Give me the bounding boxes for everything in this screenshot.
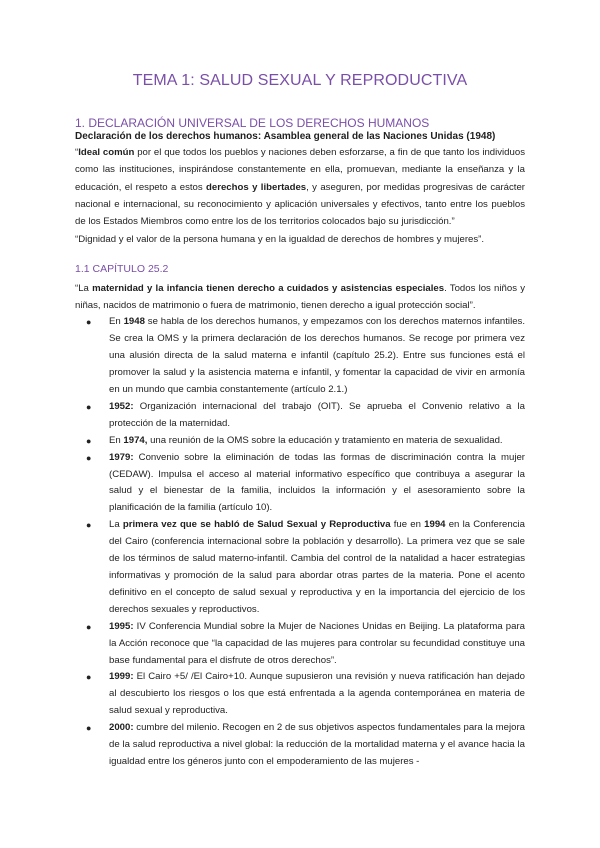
list-item: ● En 1948 se habla de los derechos humanos, y empezamos con los derechos maternos infantiles. Se crea la OMS y la primera declaración de los derechos humanos. Se recoge por primera vez una alusión directa de la salud materna e infantil (capítulo 25.2). Entre sus funciones está el promover la salud y la asistencia materna e infantil, y fomentar la capacidad de vivir en armonía en un mundo que cambia constantemente (artículo 2.1.) xyxy=(86,316,525,395)
list-item: ● 2000: cumbre del milenio. Recogen en 2 de sus objetivos aspectos fundamentales para la mejora de la salud reproductiva a nivel global: la reducción de la mortalidad materna y el avance hacia la igualdad entre los géneros junto con el empoderamiento de las mujeres - xyxy=(86,722,525,767)
section-1-heading: 1. DECLARACIÓN UNIVERSAL DE LOS DERECHOS HUMANOS xyxy=(75,116,430,130)
section-2-intro: “La maternidad y la infancia tienen derecho a cuidados y asistencias especiales. Todos los niños y niñas, nacidos de matrimonio o fuera de matrimonio, tienen derecho a igual protección social”. xyxy=(75,282,525,312)
bullet-icon: ● xyxy=(86,452,92,463)
section-1-subheading: Declaración de los derechos humanos: Asamblea general de las Naciones Unidas (1948) xyxy=(75,131,496,142)
bullet-icon: ● xyxy=(86,520,92,531)
list-item: ● En 1974, una reunión de la OMS sobre la educación y tratamiento en materia de sexualidad. xyxy=(75,433,525,450)
list-item: ● La primera vez que se habló de Salud Sexual y Reproductiva fue en 1994 en la Conferencia del Cairo (conferencia internacional sobre la población y desarrollo). La primera vez que se sale de los términos de salud materno-infantil. Cambia del control de la natalidad a hacer estrategias informativas y promoción de la salud para abordar otras partes de la materia. Pone el acento definitivo en el concepto de salud sexual y reproductiva y en la importancia del ejercicio de los derechos sexuales y reproductivos. xyxy=(86,519,525,615)
list-item: ● 1952: Organización internacional del trabajo (OIT). Se aprueba el Convenio relativo a la protección de la maternidad. xyxy=(86,400,525,429)
section-2-heading: 1.1 CAPÍTULO 25.2 xyxy=(75,262,169,275)
section-1-quote: “Ideal común por el que todos los pueblos y naciones deben esforzarse, a fin de que tanto los individuos como las instituciones, inspirándose constantemente en ella, promuevan, mediante la enseñanza y la educación, el respeto a estos derechos y libertades, y aseguren, por medidas progresivas de carácter nacional e internacional, su reconocimiento y aplicación universales y efectivos, tanto entre los pueblos de los Estados Miembros como entre los de los territorios colocados bajo su jurisdicción.” xyxy=(75,147,525,228)
page-title: TEMA 1: SALUD SEXUAL Y REPRODUCTIVA xyxy=(132,72,468,89)
list-item: ● 1999: El Cairo +5/ /El Cairo+10. Aunque supusieron una revisión y nueva ratificación han dejado al descubierto los riesgos o los que está enfrentada a la agenda contemporánea en materia de salud sexual y reproductiva. xyxy=(86,671,525,717)
bullet-icon: ● xyxy=(86,317,92,328)
list-item: ● 1979: Convenio sobre la eliminación de todas las formas de discriminación contra la mujer (CEDAW). Impulsa el acceso al material informativo específico que contribuya a asegurar la salud y el bienestar de la familia, incluidos la información y el asesoramiento sobre la planificación de la familia (artículo 10). xyxy=(86,451,525,514)
bullet-icon: ● xyxy=(86,435,92,446)
bullet-icon: ● xyxy=(86,401,92,412)
list-item: ● 1995: IV Conferencia Mundial sobre la Mujer de Naciones Unidas en Beijing. La plataforma para la Acción reconoce que “la capacidad de las mujeres para controlar su fecundidad constituye una base fundamental para el disfrute de otros derechos”. xyxy=(86,620,525,666)
bullet-icon: ● xyxy=(86,723,92,734)
timeline-list xyxy=(75,314,525,770)
section-1-quote-2: “Dignidad y el valor de la persona humana y en la igualdad de derechos de hombres y mujeres”. xyxy=(75,234,485,246)
bullet-icon: ● xyxy=(86,621,92,632)
bullet-icon: ● xyxy=(86,672,92,683)
